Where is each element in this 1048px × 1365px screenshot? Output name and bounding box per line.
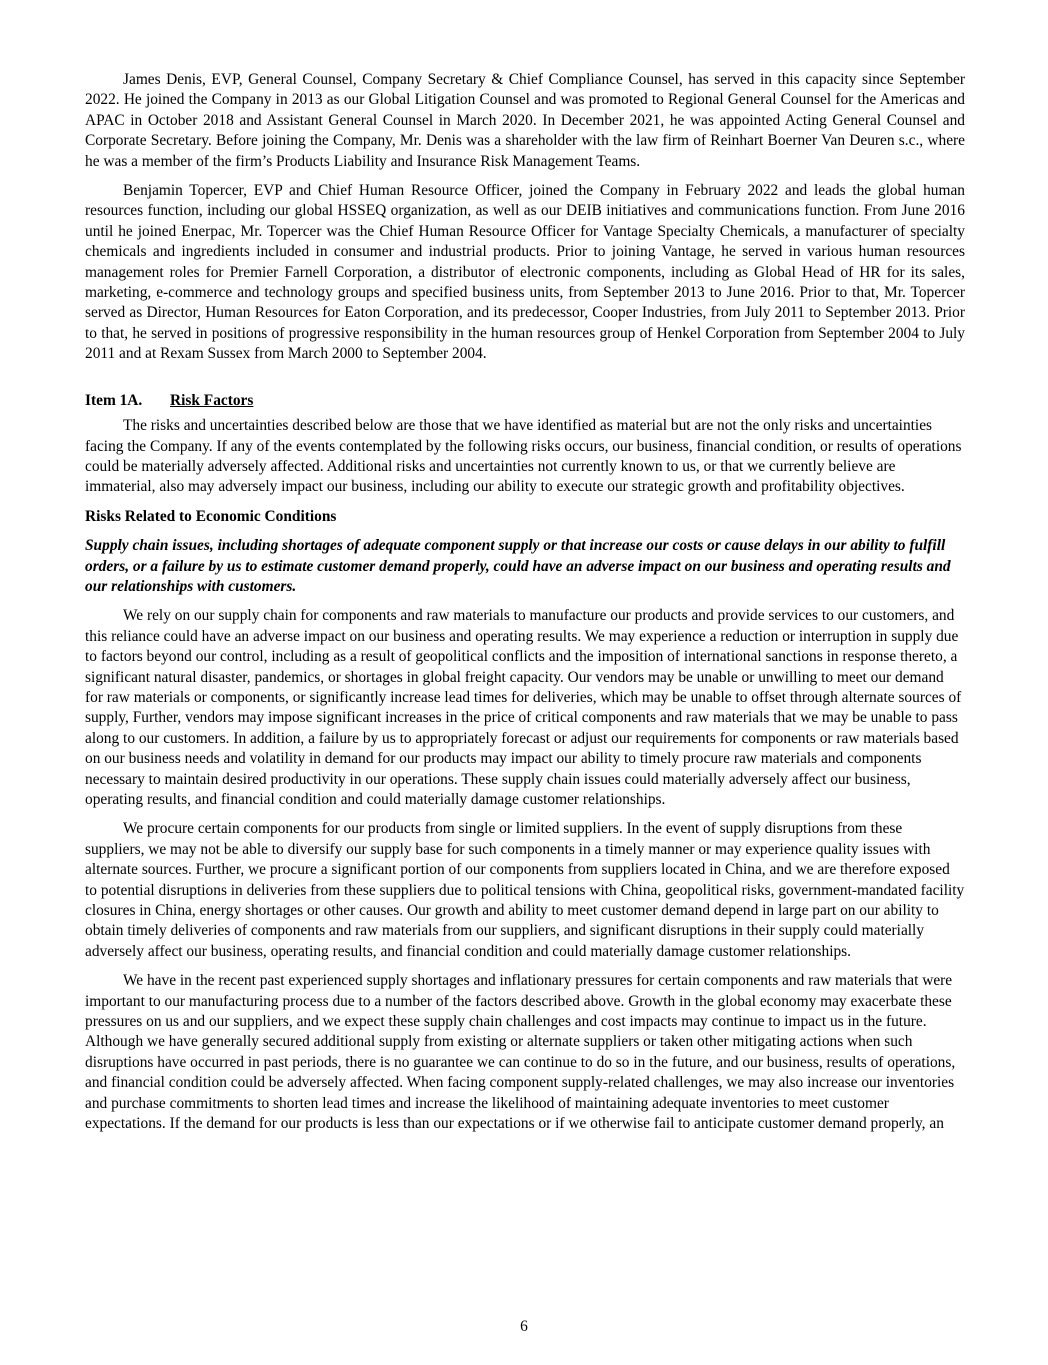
page-number: 6 <box>520 1318 528 1335</box>
paragraph-supply-chain-2: We procure certain components for our products from single or limited suppliers. In the event of supply disruptions from these suppliers, we may not be able to diversify our supply base for such components in a timely manner or may experience quality issues with alternate sources. Further, we procure a significant portion of our components from suppliers located in China, and we are therefore exposed to potential disruptions in deliveries from these suppliers due to political tensions with China, geopolitical risks, government-mandated facility closures in China, energy shortages or other causes. Our growth and ability to meet customer demand depend in large part on our ability to obtain timely deliveries of components and raw materials from our suppliers, and significant disruptions in their supply could materially adversely affect our business, operating results, and financial condition and could materially damage customer relationships. <box>85 820 965 960</box>
paragraph-denis-bio: James Denis, EVP, General Counsel, Company Secretary & Chief Compliance Counsel, has served in this capacity since September 2022. He joined the Company in 2013 as our Global Litigation Counsel and was promoted to Regional General Counsel for the Americas and APAC in October 2018 and Assistant General Counsel in March 2020. In December 2021, he was appointed Acting General Counsel and Corporate Secretary. Before joining the Company, Mr. Denis was a shareholder with the law firm of Reinhart Boerner Van Deuren s.c., where he was a member of the firm’s Products Liability and Insurance Risk Management Teams. <box>85 71 965 170</box>
document-page <box>85 70 965 1135</box>
paragraph-risk-intro: The risks and uncertainties described below are those that we have identified as material but are not the only risks and uncertainties facing the Company. If any of the events contemplated by the following risks occurs, our business, financial condition, or results of operations could be materially adversely affected. Additional risks and uncertainties not currently known to us, or that we currently believe are immaterial, also may adversely impact our business, including our ability to execute our strategic growth and profitability objectives. <box>85 417 962 496</box>
paragraph-supply-chain-3: We have in the recent past experienced supply shortages and inflationary pressures for certain components and raw materials that were important to our manufacturing process due to a number of the factors described above. Growth in the global economy may exacerbate these pressures on us and our suppliers, and we expect these supply chain challenges and cost impacts may continue to impact us in the future. Although we have generally secured additional supply from existing or alternate suppliers or taken other mitigating actions when such disruptions have occurred in past periods, there is no guarantee we can continue to do so in the future, and our business, results of operations, and financial condition could be adversely affected. When facing component supply-related challenges, we may also increase our inventories and purchase commitments to shorten lead times and increase the likelihood of maintaining adequate inventories to meet customer expectations. If the demand for our products is less than our expectations or if we otherwise fail to anticipate customer demand properly, an <box>85 972 956 1133</box>
paragraph-topercer-bio: Benjamin Topercer, EVP and Chief Human Resource Officer, joined the Company in February 2022 and leads the global human resources function, including our global HSSEQ organization, as well as our DEIB initiatives and communications function. From June 2016 until he joined Enerpac, Mr. Topercer was the Chief Human Resource Officer for Vantage Specialty Chemicals, a manufacturer of specialty chemicals and ingredients included in consumer and industrial products. Prior to joining Vantage, he served in various human resources management roles for Premier Farnell Corporation, a distributor of electronic components, including as Global Head of HR for its sales, marketing, e-commerce and technology groups and specified business units, from September 2013 to June 2016. Prior to that, Mr. Topercer served as Director, Human Resources for Eaton Corporation, and its predecessor, Cooper Industries, from July 2011 to September 2013. Prior to that, he served in positions of progressive responsibility in the human resources group of Henkel Corporation from September 2004 to July 2011 and at Rexam Sussex from March 2000 to September 2004. <box>85 182 965 363</box>
item-heading <box>85 391 965 411</box>
item-number: Item 1A. <box>85 391 143 409</box>
risk-heading-supply-chain: Supply chain issues, including shortages of adequate component supply or that increase our costs or cause delays in our ability to fulfill orders, or a failure by us to estimate customer demand properly, could have an adverse impact on our business and operating results and our relationships with customers. <box>85 537 951 595</box>
paragraph-supply-chain-1: We rely on our supply chain for components and raw materials to manufacture our products and provide services to our customers, and this reliance could have an adverse impact on our business and operating results. We may experience a reduction or interruption in supply due to factors beyond our control, including as a result of geopolitical conflicts and the imposition of international sanctions in response thereto, a significant natural disaster, pandemics, or shortages in global freight capacity. Our vendors may be unable or unwilling to meet our demand for raw materials or components, or significantly increase lead times for deliveries, which may be unable to offset through alternate sources of supply, Further, vendors may impose significant increases in the price of critical components and raw materials that we may be unable to pass along to our customers. In addition, a failure by us to appropriately forecast or adjust our requirements for components or raw materials based on our business needs and volatility in demand for our products may impact our ability to timely procure raw materials and components necessary to maintain desired productivity in our operations. These supply chain issues could materially adversely affect our business, operating results, and financial condition and could materially damage customer relationships. <box>85 607 962 808</box>
item-title: Risk Factors <box>170 391 254 409</box>
section-heading-economic: Risks Related to Economic Conditions <box>85 507 337 525</box>
